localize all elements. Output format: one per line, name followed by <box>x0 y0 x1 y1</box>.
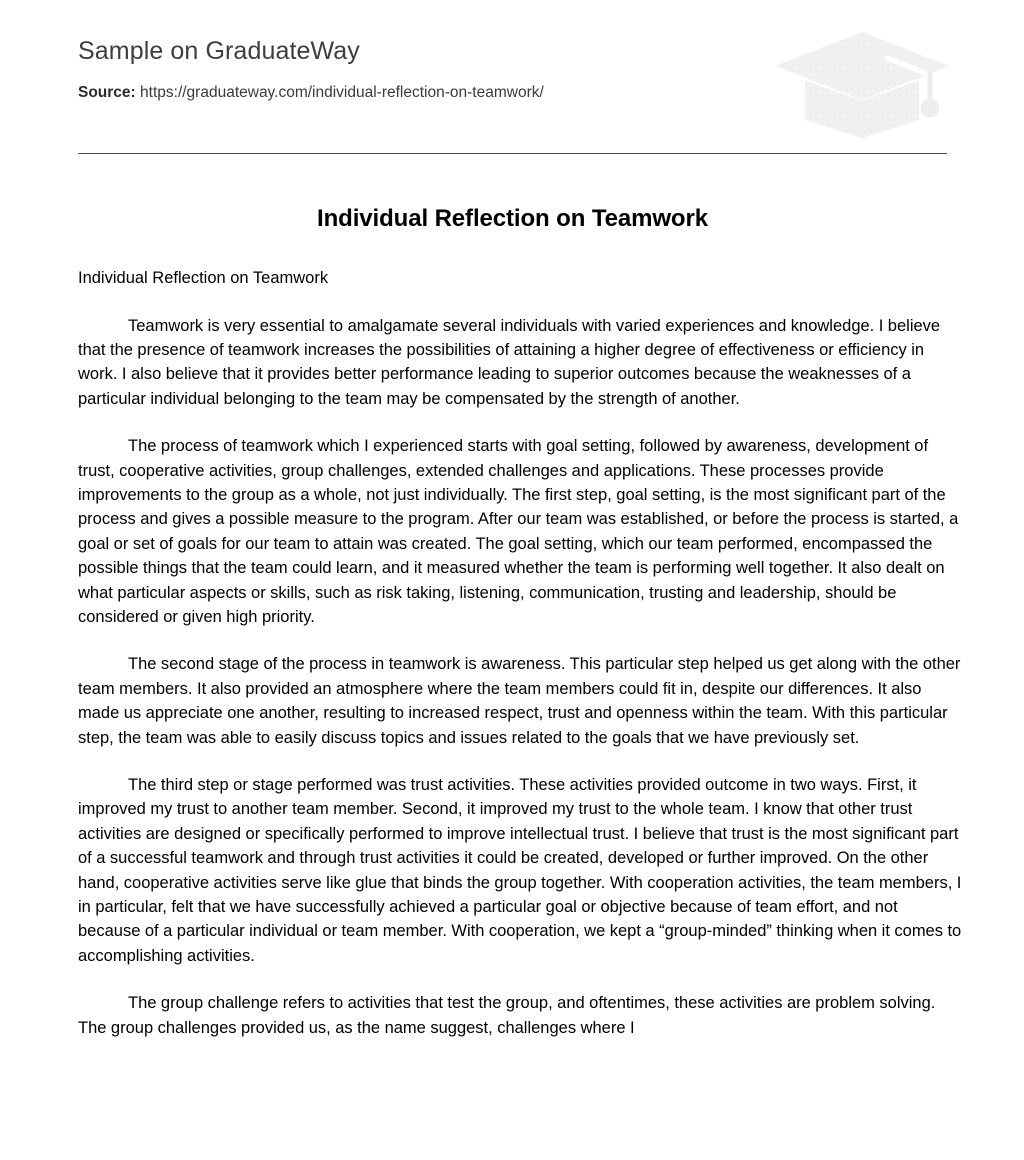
source-url[interactable]: https://graduateway.com/individual-reflection-on-teamwork/ <box>140 84 544 101</box>
header-divider <box>78 153 947 154</box>
body-paragraph: Teamwork is very essential to amalgamate several individuals with varied experiences and knowledge. I believe that the presence of teamwork increases the possibilities of attaining a higher degree of effectiveness or efficiency in work. I also believe that it provides better performance leading to superior outcomes because the weaknesses of a particular individual belonging to the team may be compensated by the strength of another. <box>78 316 941 408</box>
article-body <box>78 266 962 1040</box>
body-heading: Individual Reflection on Teamwork <box>78 269 329 287</box>
source-line <box>78 83 947 103</box>
page-title: Individual Reflection on Teamwork <box>317 205 708 232</box>
body-paragraph: The third step or stage performed was trust activities. These activities provided outcome in two ways. First, it improved my trust to another team member. Second, it improved my trust to the whole team. I know that other trust activities are designed or specifically performed to improve intellectual trust. I believe that trust is the most significant part of a successful teamwork and through trust activities it could be created, developed or further improved. On the other hand, cooperative activities serve like glue that binds the group together. With cooperation activities, the team members, I in particular, felt that we have successfully achieved a particular goal or objective because of team effort, and not because of a particular individual or team member. With cooperation, we kept a “group-minded” thinking when it comes to accomplishing activities. <box>78 776 962 965</box>
body-paragraph: The group challenge refers to activities that test the group, and oftentimes, these activities are problem solving. The group challenges provided us, as the name suggest, challenges where I <box>78 994 936 1037</box>
document-header <box>78 36 947 146</box>
source-label: Source: <box>78 84 136 101</box>
body-paragraph: The second stage of the process in teamwork is awareness. This particular step helped us get along with the other team members. It also provided an atmosphere where the team members could fit in, despite our differences. It also made us appreciate one another, resulting to increased respect, trust and openness within the team. With this particular step, the team was able to easily discuss topics and issues related to the goals that we have previously set. <box>78 655 961 747</box>
body-paragraph: The process of teamwork which I experienced starts with goal setting, followed by awareness, development of trust, cooperative activities, group challenges, extended challenges and applications. These processes provide improvements to the group as a whole, not just individually. The first step, goal setting, is the most significant part of the process and gives a possible measure to the program. After our team was established, or before the process is started, a goal or set of goals for our team to attain was created. The goal setting, which our team performed, encompassed the possible things that the team could learn, and it measured whether the team is performing well together. It also dealt on what particular aspects or skills, such as risk taking, listening, communication, trusting and leadership, should be considered or given high priority. <box>78 437 959 626</box>
brand-title: Sample on GraduateWay <box>78 37 360 65</box>
